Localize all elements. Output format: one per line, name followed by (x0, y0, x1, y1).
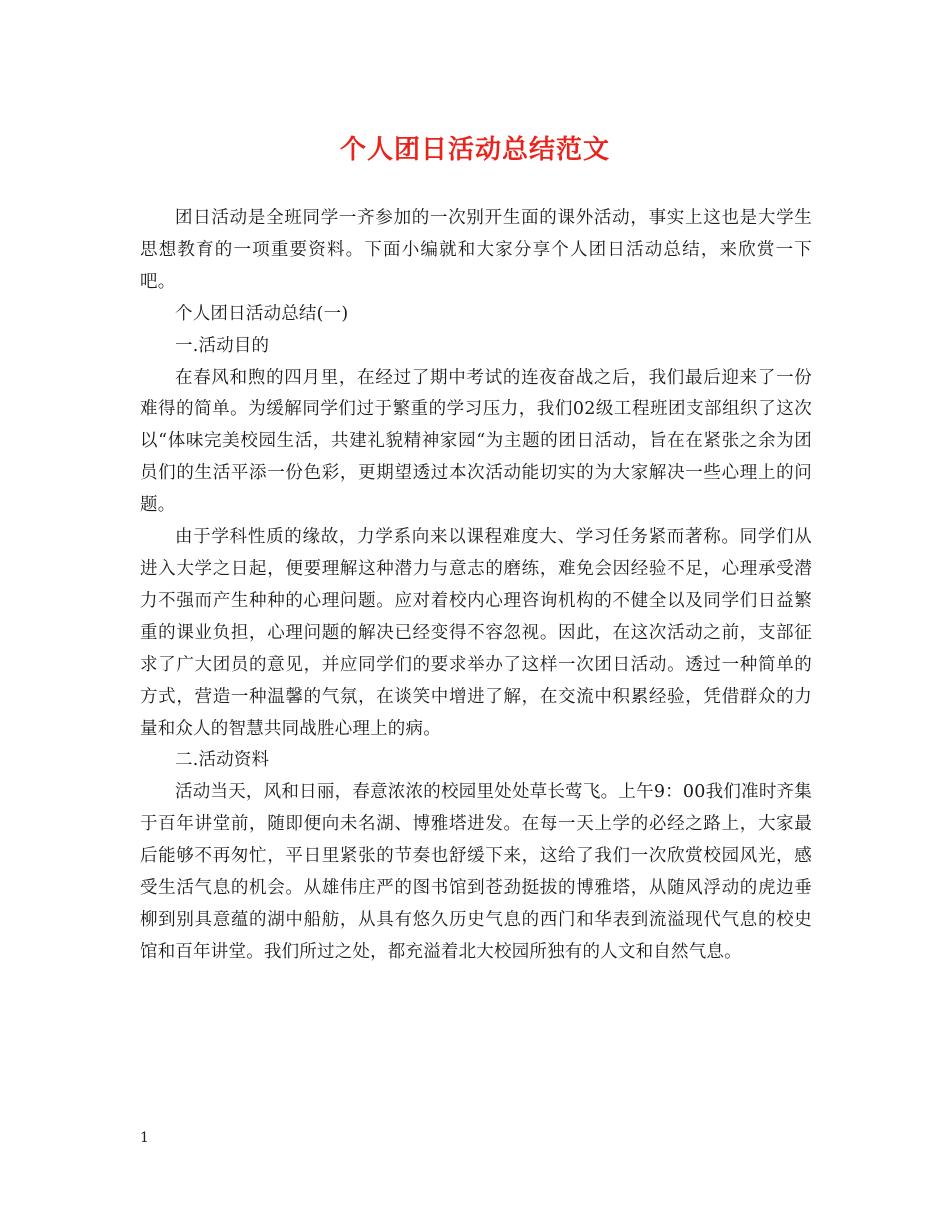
section-heading-purpose: 一.活动目的 (175, 335, 270, 356)
section-heading-content: 二.活动资料 (175, 750, 270, 771)
document-title: 个人团日活动总结范文 (339, 135, 610, 165)
intro-paragraph: 团日活动是全班同学一齐参加的一次别开生面的课外活动，事实上这也是大学生思想教育的一项重要资料。下面小编就和大家分享个人团日活动总结，来欣赏一下吧。 (140, 208, 812, 292)
document-body (140, 203, 812, 969)
body-paragraph: 活动当天，风和日丽，春意浓浓的校园里处处草长莺飞。上午9：00我们准时齐集于百年讲堂前，随即便向未名湖、博雅塔进发。在每一天上学的必经之路上，大家最后能够不再匆忙，平日里紧张的节奏也舒缓下来，这给了我们一次欣赏校园风光，感受生活气息的机会。从雄伟庄严的图书馆到苍劲挺拔的博雅塔，从随风浮动的虎边垂柳到别具意蕴的湖中船舫，从具有悠久历史气息的西门和华表到流溢现代气息的校史馆和百年讲堂。我们所过之处，都充溢着北大校园所独有的人文和自然气息。 (140, 782, 812, 962)
page-number: 1 (140, 1130, 149, 1146)
section-heading-summary-one: 个人团日活动总结(一) (175, 303, 349, 324)
body-paragraph: 在春风和煦的四月里，在经过了期中考试的连夜奋战之后，我们最后迎来了一份难得的简单。为缓解同学们过于繁重的学习压力，我们02级工程班团支部组织了这次以“体味完美校园生活，共建礼貌精神家园“为主题的团日活动，旨在在紧张之余为团员们的生活平添一份色彩，更期望透过本次活动能切实的为大家解决一些心理上的问题。 (140, 367, 812, 516)
body-paragraph: 由于学科性质的缘故，力学系向来以课程难度大、学习任务紧而著称。同学们从进入大学之日起，便要理解这种潜力与意志的磨练，难免会因经验不足，心理承受潜力不强而产生种种的心理问题。应对着校内心理咨询机构的不健全以及同学们日益繁重的课业负担，心理问题的解决已经变得不容忽视。因此，在这次活动之前，支部征求了广大团员的意见，并应同学们的要求举办了这样一次团日活动。透过一种简单的方式，营造一种温馨的气氛，在谈笑中增进了解，在交流中积累经验，凭借群众的力量和众人的智慧共同战胜心理上的病。 (140, 527, 812, 739)
